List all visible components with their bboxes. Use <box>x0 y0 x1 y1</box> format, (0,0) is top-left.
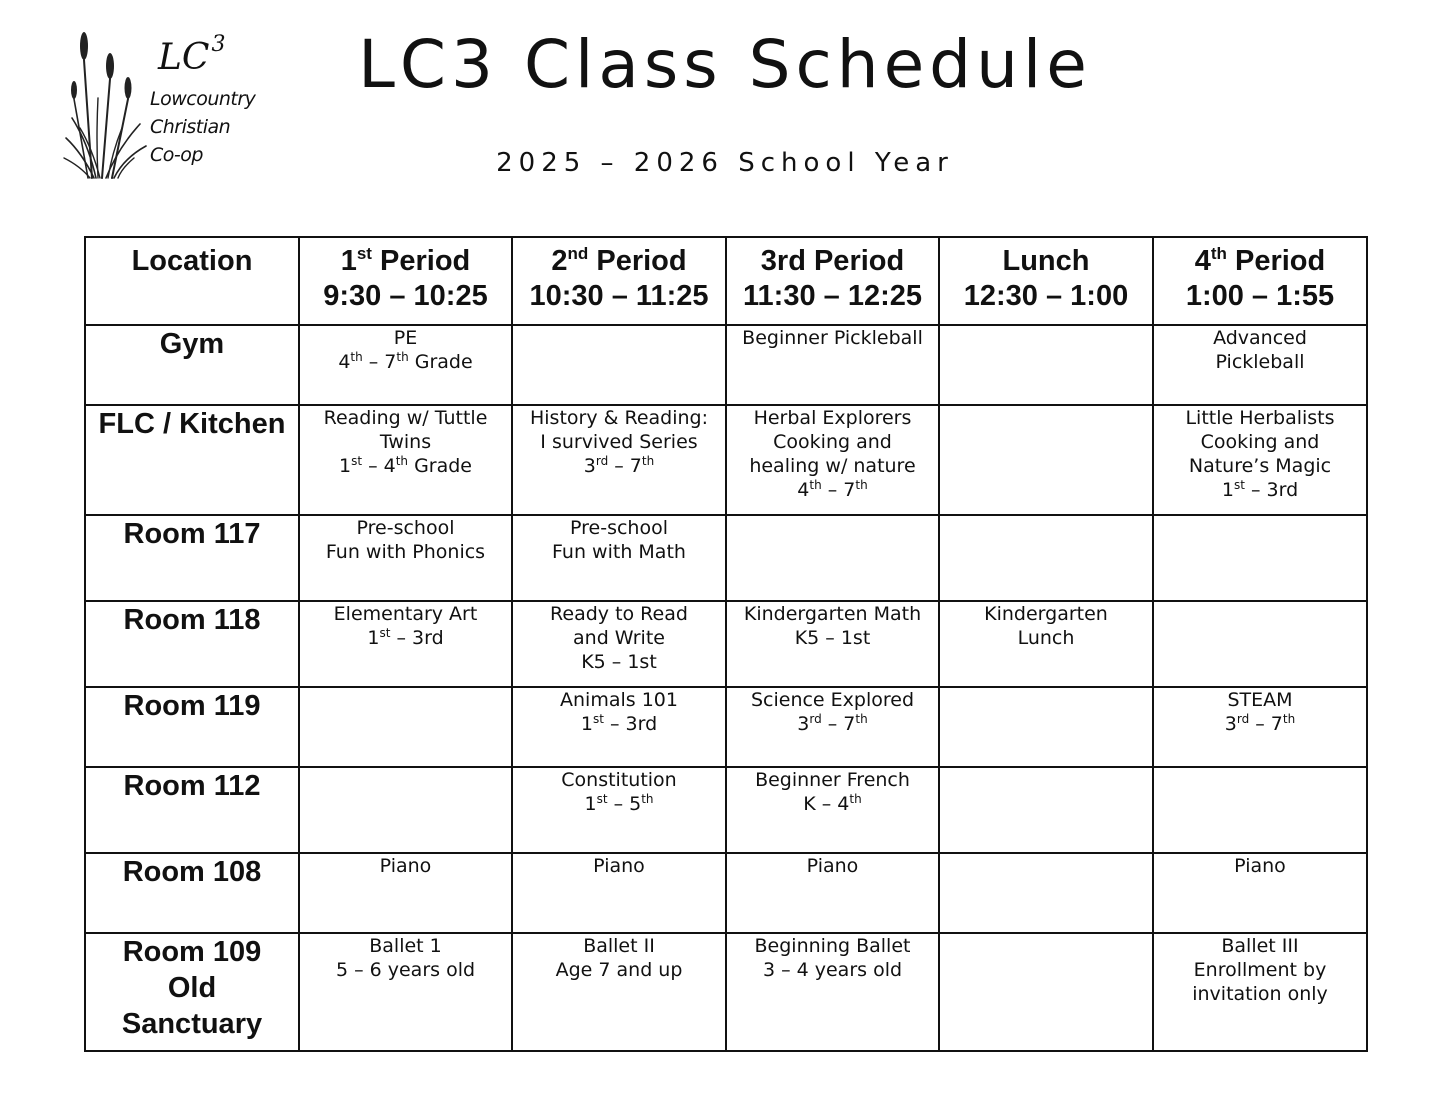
class-line: K5 – 1st <box>794 627 871 649</box>
location-cell <box>85 933 299 1051</box>
location-cell <box>85 687 299 767</box>
class-line: STEAM <box>1227 689 1293 711</box>
header-time: 10:30 – 11:25 <box>529 280 709 312</box>
class-line: I survived Series <box>540 431 698 453</box>
class-line: Piano <box>806 855 859 877</box>
class-line: Advanced <box>1213 327 1307 349</box>
class-cell <box>726 601 939 687</box>
class-cell <box>1153 325 1367 405</box>
location-label: Room 112 <box>123 770 261 802</box>
class-line: Ballet II <box>583 935 655 957</box>
header-period-4 <box>1153 237 1367 325</box>
class-line: 1st – 5th <box>584 792 654 815</box>
class-cell <box>939 687 1153 767</box>
class-cell <box>726 325 939 405</box>
class-line: 4th – 7th Grade <box>338 350 473 373</box>
class-line: Nature’s Magic <box>1188 455 1332 477</box>
class-cell <box>512 853 726 933</box>
class-line: K5 – 1st <box>581 651 657 673</box>
logo-line-3: Co-op <box>150 144 203 166</box>
class-line: Kindergarten <box>984 603 1108 625</box>
header-row <box>85 237 1367 325</box>
header-time: 11:30 – 12:25 <box>743 280 922 312</box>
location-label: Sanctuary <box>121 1008 263 1040</box>
header-period-3 <box>726 237 939 325</box>
class-cell <box>512 515 726 601</box>
class-line: Piano <box>593 855 645 877</box>
class-cell <box>299 515 512 601</box>
class-line: Pre-school <box>570 517 668 539</box>
class-cell <box>512 767 726 853</box>
class-line: Constitution <box>561 769 677 791</box>
class-line: Kindergarten Math <box>743 603 922 625</box>
header-label: 1st Period <box>340 244 471 277</box>
class-cell <box>299 767 512 853</box>
schedule-body <box>85 325 1367 1051</box>
header-label: 3rd Period <box>760 245 905 277</box>
class-cell <box>299 853 512 933</box>
class-line: Ballet III <box>1221 935 1299 957</box>
class-line: healing w/ nature <box>749 455 916 477</box>
page-title: LC3 Class Schedule <box>358 26 1092 103</box>
class-cell <box>1153 933 1367 1051</box>
class-line: Ballet 1 <box>369 935 442 957</box>
header-period-2 <box>512 237 726 325</box>
class-cell <box>939 325 1153 405</box>
class-cell <box>726 767 939 853</box>
class-line: 1st – 3rd <box>367 626 444 649</box>
class-cell <box>726 933 939 1051</box>
class-line: 3rd – 7th <box>797 712 868 735</box>
header-location <box>85 237 299 325</box>
class-line: Twins <box>379 431 432 453</box>
location-label: Room 108 <box>122 856 262 888</box>
class-line: Piano <box>1234 855 1286 877</box>
class-cell <box>1153 515 1367 601</box>
location-cell <box>85 405 299 515</box>
class-line: Animals 101 <box>560 689 678 711</box>
class-cell <box>1153 853 1367 933</box>
class-line: Cooking and <box>1200 431 1320 453</box>
location-cell <box>85 767 299 853</box>
class-cell <box>512 687 726 767</box>
class-line: 3 – 4 years old <box>762 959 903 981</box>
class-line: Piano <box>379 855 432 877</box>
location-label: Room 118 <box>123 604 261 636</box>
logo-line-2: Christian <box>150 116 231 138</box>
class-line: 3rd – 7th <box>1224 712 1296 735</box>
class-line: History & Reading: <box>529 407 708 429</box>
class-line: 3rd – 7th <box>583 454 655 477</box>
table-row <box>85 601 1367 687</box>
table-row <box>85 325 1367 405</box>
location-cell <box>85 515 299 601</box>
location-label: Room 109 <box>122 936 262 968</box>
class-line: invitation only <box>1192 983 1328 1005</box>
class-line: Fun with Phonics <box>325 541 486 563</box>
header-label: Location <box>131 245 253 277</box>
class-cell <box>939 601 1153 687</box>
schedule-table <box>84 236 1368 1052</box>
class-cell <box>1153 687 1367 767</box>
class-line: Beginning Ballet <box>754 935 911 957</box>
location-cell <box>85 601 299 687</box>
class-cell <box>939 405 1153 515</box>
class-line: Pickleball <box>1215 351 1305 373</box>
header-lunch <box>939 237 1153 325</box>
header-time: 12:30 – 1:00 <box>963 280 1129 312</box>
class-line: 1st – 4th Grade <box>338 454 472 477</box>
class-cell <box>726 687 939 767</box>
class-line: Science Explored <box>750 689 915 711</box>
table-row <box>85 933 1367 1051</box>
header-label: Lunch <box>1002 245 1090 277</box>
class-line: Pre-school <box>356 517 455 539</box>
class-line: Beginner French <box>755 769 910 791</box>
class-cell <box>1153 767 1367 853</box>
class-cell <box>299 601 512 687</box>
table-row <box>85 405 1367 515</box>
class-cell <box>299 325 512 405</box>
class-cell <box>512 405 726 515</box>
class-cell <box>939 767 1153 853</box>
class-line: Age 7 and up <box>555 959 683 981</box>
class-line: Enrollment by <box>1193 959 1327 981</box>
location-label: FLC / Kitchen <box>98 408 286 440</box>
table-row <box>85 767 1367 853</box>
class-cell <box>512 325 726 405</box>
location-cell <box>85 325 299 405</box>
class-line: Herbal Explorers <box>753 407 912 429</box>
class-line: Ready to Read <box>550 603 688 625</box>
class-line: and Write <box>573 627 665 649</box>
location-label: Gym <box>159 328 225 360</box>
page-subtitle: 2025 – 2026 School Year <box>496 148 954 178</box>
class-line: PE <box>393 327 418 349</box>
table-row <box>85 515 1367 601</box>
class-cell <box>939 853 1153 933</box>
header-time: 1:00 – 1:55 <box>1185 280 1335 312</box>
class-line: 1st – 3rd <box>1221 478 1299 501</box>
class-cell <box>299 933 512 1051</box>
class-cell <box>1153 601 1367 687</box>
class-line: Cooking and <box>773 431 892 453</box>
header-period-1 <box>299 237 512 325</box>
header-label: 4th Period <box>1194 244 1326 277</box>
class-cell <box>299 687 512 767</box>
class-line: Reading w/ Tuttle <box>323 407 488 429</box>
class-cell <box>512 601 726 687</box>
class-line: K – 4th <box>803 792 862 815</box>
table-row <box>85 687 1367 767</box>
table-row <box>85 853 1367 933</box>
location-cell <box>85 853 299 933</box>
location-label: Old <box>167 972 217 1004</box>
class-cell <box>939 515 1153 601</box>
class-line: Fun with Math <box>552 541 686 563</box>
class-line: Lunch <box>1017 627 1075 649</box>
logo-mark: $LC^3$ <box>158 32 226 78</box>
class-line: Beginner Pickleball <box>742 327 923 349</box>
class-line: 5 – 6 years old <box>335 959 476 981</box>
class-cell <box>512 933 726 1051</box>
class-cell <box>726 405 939 515</box>
class-cell <box>1153 405 1367 515</box>
class-cell <box>299 405 512 515</box>
header-label: 2nd Period <box>551 244 687 277</box>
location-label: Room 119 <box>123 690 261 722</box>
class-line: Elementary Art <box>333 603 478 625</box>
class-line: Little Herbalists <box>1185 407 1335 429</box>
class-cell <box>939 933 1153 1051</box>
class-cell <box>726 853 939 933</box>
header-time: 9:30 – 10:25 <box>323 280 488 312</box>
logo-line-1: Lowcountry <box>150 88 256 110</box>
location-label: Room 117 <box>123 518 261 550</box>
class-cell <box>726 515 939 601</box>
class-line: 1st – 3rd <box>580 712 658 735</box>
class-line: 4th – 7th <box>797 478 868 501</box>
